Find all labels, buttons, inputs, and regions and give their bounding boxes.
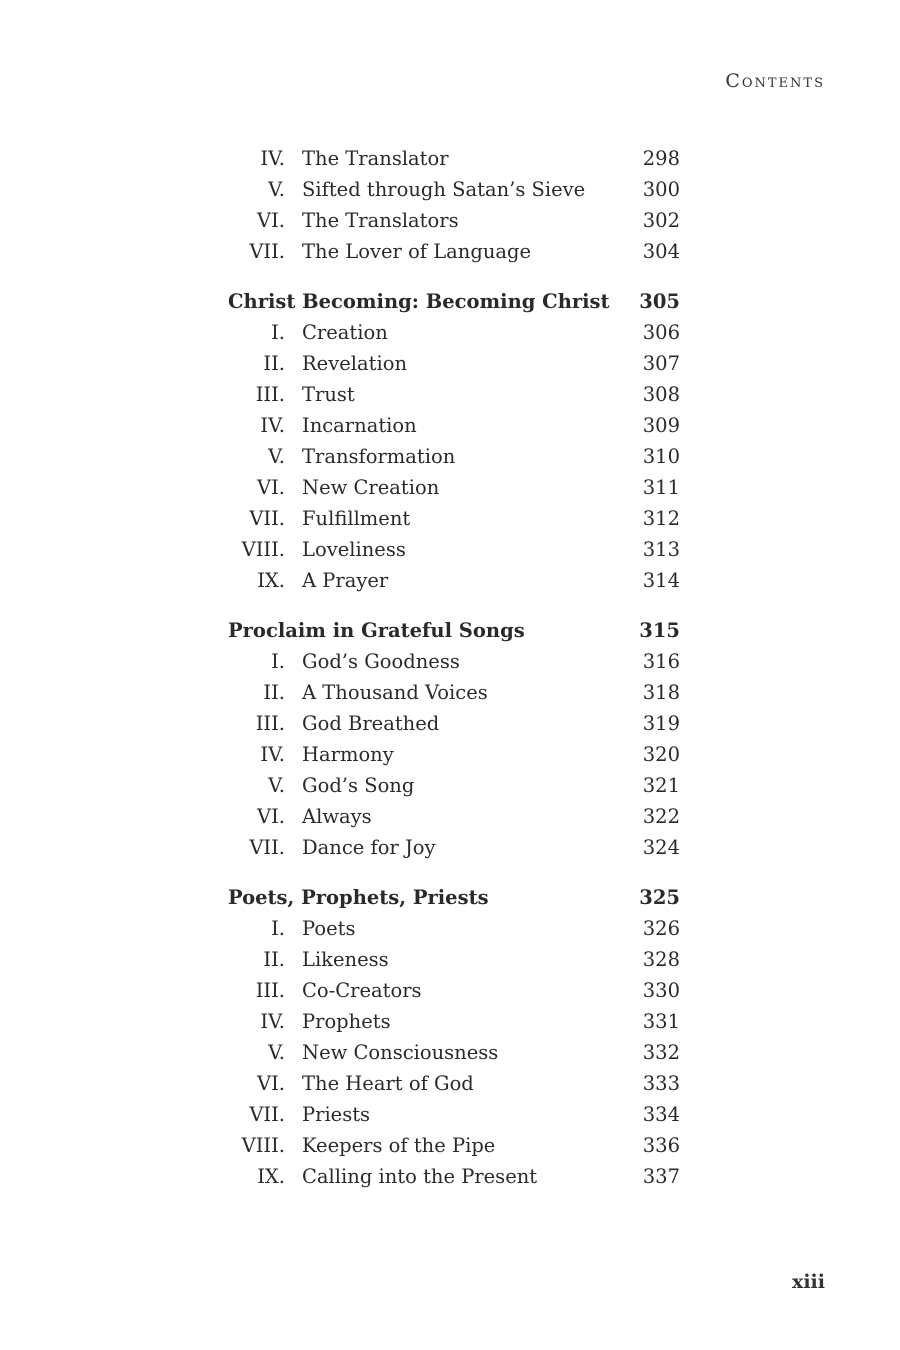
toc-entry-number: IV. [260, 1010, 285, 1033]
toc-entry-page: 330 [642, 979, 680, 1002]
toc-entry [228, 975, 680, 1006]
toc-entry [228, 1099, 680, 1130]
toc-entry [228, 739, 680, 770]
toc-entry [228, 236, 680, 267]
toc-entry-title: Harmony [302, 743, 394, 766]
toc-entry [228, 441, 680, 472]
toc-entry-title: God’s Song [302, 774, 415, 797]
toc-entry-number: VII. [249, 836, 285, 859]
toc-section-page: 305 [639, 290, 680, 313]
toc-entry [228, 205, 680, 236]
toc-entry-page: 320 [642, 743, 680, 766]
toc-entry-number: VI. [257, 1072, 285, 1095]
toc-entry-title: Revelation [302, 352, 408, 375]
toc-entry-title: Sifted through Satan’s Sieve [302, 178, 586, 201]
toc-entry-number: V. [268, 178, 285, 201]
toc-entry-page: 326 [642, 917, 680, 940]
toc-entry-title: New Consciousness [302, 1041, 499, 1064]
toc-entry-number: VIII. [241, 1134, 285, 1157]
toc-entry-title: The Heart of God [302, 1072, 474, 1095]
toc-entry-number: V. [268, 445, 285, 468]
toc-entry-number: II. [263, 352, 285, 375]
toc-entry [228, 410, 680, 441]
toc-entry-page: 336 [642, 1134, 680, 1157]
toc-entry [228, 143, 680, 174]
toc-entry-title: Poets [302, 917, 356, 940]
toc-section-heading [228, 286, 680, 317]
toc-entry-title: Fulfillment [302, 507, 411, 530]
toc-entry-page: 306 [642, 321, 680, 344]
toc-entry [228, 1068, 680, 1099]
toc-entry [228, 770, 680, 801]
toc-section-title: Proclaim in Grateful Songs [228, 619, 525, 642]
toc-entry-page: 300 [642, 178, 680, 201]
toc-entry-title: Always [302, 805, 372, 828]
toc-section-page: 315 [639, 619, 680, 642]
toc-entry-page: 332 [642, 1041, 680, 1064]
toc-entry-page: 318 [642, 681, 680, 704]
toc-entry-title: God’s Goodness [302, 650, 460, 673]
toc-entry-number: VI. [257, 476, 285, 499]
toc-entry-page: 333 [642, 1072, 680, 1095]
toc-entry [228, 174, 680, 205]
toc-section-title: Poets, Prophets, Priests [228, 886, 489, 909]
toc-entry-page: 337 [642, 1165, 680, 1188]
toc-entry-title: Co-Creators [302, 979, 422, 1002]
toc-entry [228, 348, 680, 379]
toc-entry [228, 317, 680, 348]
toc-entry-number: VII. [249, 1103, 285, 1126]
toc-entry-title: Incarnation [302, 414, 417, 437]
running-head: Contents [725, 70, 825, 92]
toc-entry-title: Loveliness [302, 538, 406, 561]
toc-entry [228, 677, 680, 708]
toc-entry-number: V. [268, 1041, 285, 1064]
toc-entry-number: VI. [257, 209, 285, 232]
toc-entry-number: VII. [249, 240, 285, 263]
toc-entry [228, 1037, 680, 1068]
toc-entry-title: Creation [302, 321, 388, 344]
toc-entry [228, 534, 680, 565]
toc-entry-title: Keepers of the Pipe [302, 1134, 496, 1157]
toc-section-page: 325 [639, 886, 680, 909]
toc-entry-number: II. [263, 681, 285, 704]
toc-entry [228, 472, 680, 503]
toc-entry-page: 313 [642, 538, 680, 561]
toc-entry-number: VII. [249, 507, 285, 530]
toc-entry [228, 1130, 680, 1161]
toc-entry-title: New Creation [302, 476, 440, 499]
toc-entry-number: III. [255, 979, 285, 1002]
toc-entry-number: VI. [257, 805, 285, 828]
toc-entry-number: III. [255, 383, 285, 406]
toc-entry-number: IV. [260, 414, 285, 437]
toc-entry-title: The Translators [302, 209, 459, 232]
toc-entry-number: VIII. [241, 538, 285, 561]
toc-entry [228, 646, 680, 677]
toc-entry [228, 565, 680, 596]
toc-entry [228, 503, 680, 534]
toc-entry-number: IV. [260, 743, 285, 766]
toc-entry-page: 331 [642, 1010, 680, 1033]
toc-entry-number: III. [255, 712, 285, 735]
toc-entry [228, 1006, 680, 1037]
toc-entry-page: 314 [642, 569, 680, 592]
toc-entry-page: 304 [642, 240, 680, 263]
toc-entry-title: Prophets [302, 1010, 391, 1033]
toc-entry-page: 310 [642, 445, 680, 468]
toc-entry-number: V. [268, 774, 285, 797]
toc-entry-page: 309 [642, 414, 680, 437]
toc-entry [228, 913, 680, 944]
toc-entry-title: Dance for Joy [302, 836, 436, 859]
page-number: xiii [792, 1271, 825, 1293]
toc-entry-number: I. [271, 917, 285, 940]
toc-entry-number: IV. [260, 147, 285, 170]
toc-entry-page: 307 [642, 352, 680, 375]
toc-entry-title: A Thousand Voices [302, 681, 488, 704]
toc-entry-page: 334 [642, 1103, 680, 1126]
toc-entry-number: I. [271, 650, 285, 673]
toc-entry-title: Likeness [302, 948, 389, 971]
table-of-contents [228, 143, 680, 1192]
toc-entry-number: I. [271, 321, 285, 344]
toc-section-heading [228, 615, 680, 646]
toc-entry [228, 1161, 680, 1192]
toc-entry-page: 308 [642, 383, 680, 406]
toc-entry-page: 328 [642, 948, 680, 971]
toc-entry-title: A Prayer [302, 569, 389, 592]
toc-entry-number: IX. [257, 1165, 285, 1188]
toc-entry-title: Trust [302, 383, 355, 406]
toc-entry-page: 298 [642, 147, 680, 170]
toc-section-title: Christ Becoming: Becoming Christ [228, 290, 610, 313]
toc-entry-page: 321 [642, 774, 680, 797]
toc-entry-title: The Lover of Language [302, 240, 532, 263]
toc-entry-page: 302 [642, 209, 680, 232]
toc-entry-page: 324 [642, 836, 680, 859]
toc-entry [228, 708, 680, 739]
toc-entry [228, 379, 680, 410]
toc-entry-title: Priests [302, 1103, 371, 1126]
toc-entry-title: Transformation [302, 445, 456, 468]
toc-entry-page: 316 [642, 650, 680, 673]
toc-entry-page: 319 [642, 712, 680, 735]
toc-entry-page: 311 [642, 476, 680, 499]
toc-entry-number: IX. [257, 569, 285, 592]
toc-entry-title: Calling into the Present [302, 1165, 538, 1188]
toc-entry [228, 832, 680, 863]
toc-section-heading [228, 882, 680, 913]
toc-entry-title: God Breathed [302, 712, 440, 735]
toc-entry [228, 944, 680, 975]
toc-entry-title: The Translator [302, 147, 449, 170]
toc-entry-number: II. [263, 948, 285, 971]
toc-entry-page: 322 [642, 805, 680, 828]
toc-entry [228, 801, 680, 832]
toc-entry-page: 312 [642, 507, 680, 530]
